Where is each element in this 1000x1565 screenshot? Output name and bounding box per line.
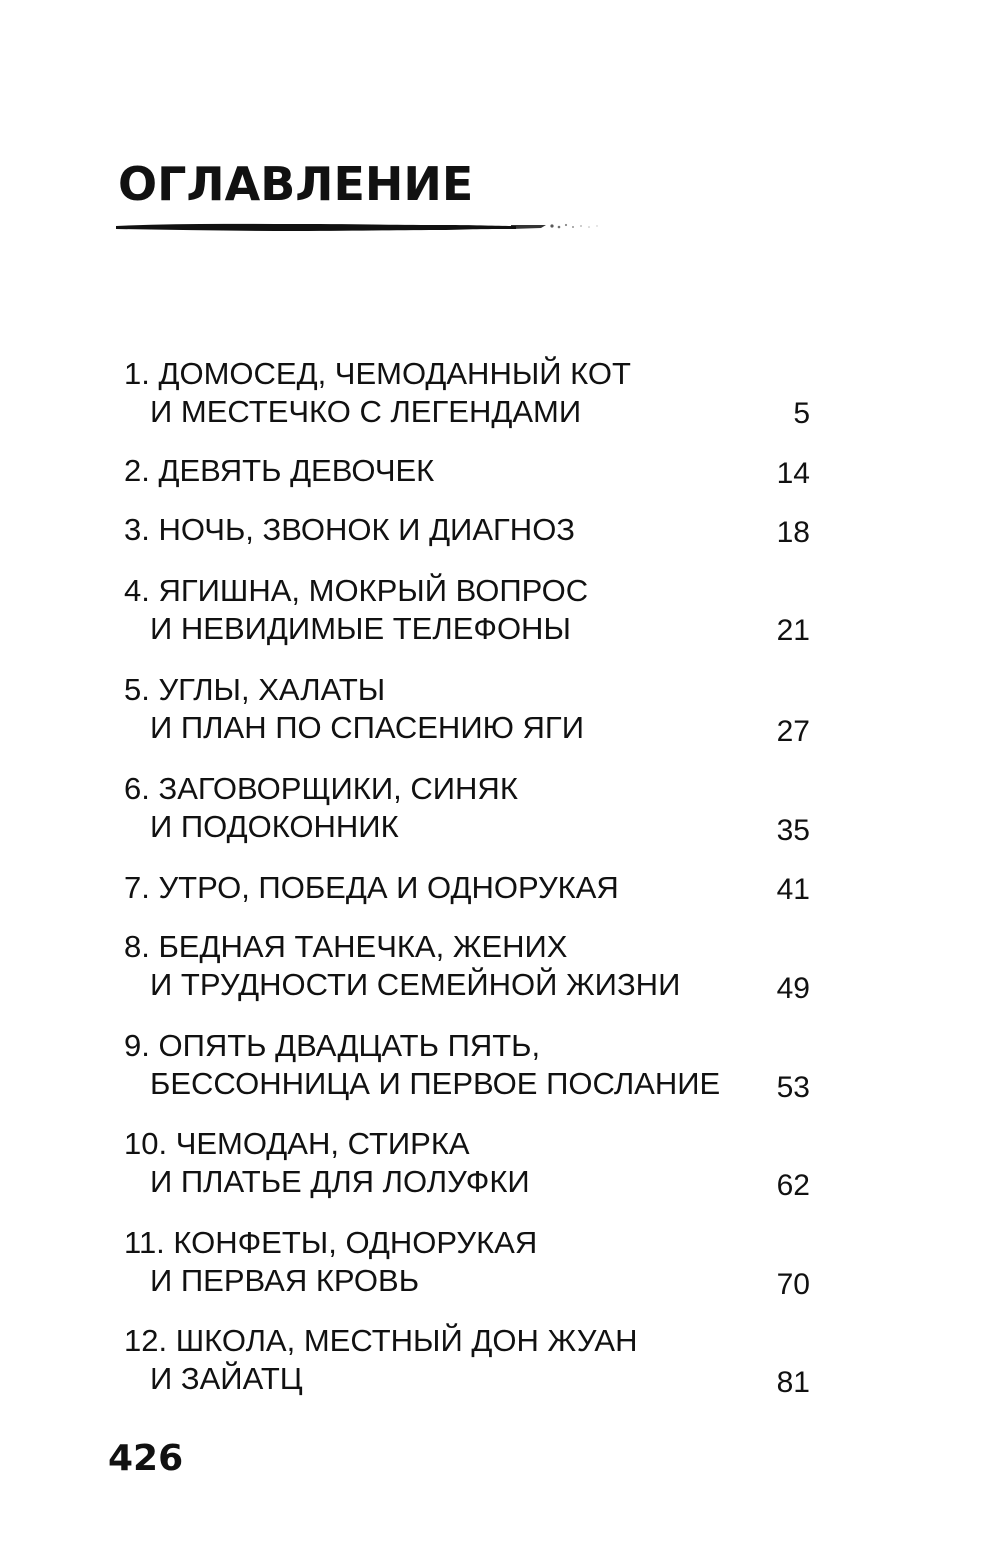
toc-entry-page-number: 27 xyxy=(776,715,810,748)
toc-entry-title xyxy=(124,1224,537,1300)
toc-entry-title-line: И ПОДОКОННИК xyxy=(150,809,399,844)
toc-entry-page-number: 41 xyxy=(776,873,810,906)
toc-entry-title-line: 9. ОПЯТЬ ДВАДЦАТЬ ПЯТЬ, xyxy=(124,1028,541,1063)
toc-entry-title-line: 7. УТРО, ПОБЕДА И ОДНОРУКАЯ xyxy=(124,870,619,905)
toc-entry-title xyxy=(124,770,518,846)
toc-entry-page-number: 49 xyxy=(776,972,810,1005)
brush-underline-divider xyxy=(116,218,606,234)
toc-entry-title-line: 4. ЯГИШНА, МОКРЫЙ ВОПРОС xyxy=(124,573,589,608)
toc-entry-page-number: 21 xyxy=(776,614,810,647)
toc-entry-title xyxy=(124,572,588,648)
toc-entry-title xyxy=(124,1027,720,1103)
toc-entry-title-line: 6. ЗАГОВОРЩИКИ, СИНЯК xyxy=(124,771,518,806)
toc-entry-title xyxy=(124,511,575,549)
toc-entry-title xyxy=(124,1322,637,1398)
toc-entry-title xyxy=(124,452,434,490)
toc-entry-title-line: И МЕСТЕЧКО С ЛЕГЕНДАМИ xyxy=(150,394,582,429)
toc-entry-title-line: 10. ЧЕМОДАН, СТИРКА xyxy=(124,1126,470,1161)
toc-entry-page-number: 5 xyxy=(793,397,810,430)
toc-entry-title-line: И НЕВИДИМЫЕ ТЕЛЕФОНЫ xyxy=(150,611,571,646)
toc-entry-title xyxy=(124,671,584,747)
toc-entry-title-line: БЕССОННИЦА И ПЕРВОЕ ПОСЛАНИЕ xyxy=(150,1066,721,1101)
toc-entry-title-line: И ПЕРВАЯ КРОВЬ xyxy=(150,1263,420,1298)
toc-entry-title-line: 1. ДОМОСЕД, ЧЕМОДАННЫЙ КОТ xyxy=(124,356,631,391)
toc-entry-title-line: И ЗАЙАТЦ xyxy=(150,1361,303,1396)
toc-entry-page-number: 53 xyxy=(776,1071,810,1104)
toc-entry-title xyxy=(124,1125,530,1201)
toc-entry-title-line: 12. ШКОЛА, МЕСТНЫЙ ДОН ЖУАН xyxy=(124,1323,638,1358)
toc-entry-title-line: 5. УГЛЫ, ХАЛАТЫ xyxy=(124,672,386,707)
toc-entry-page-number: 70 xyxy=(776,1268,810,1301)
toc-entry-title xyxy=(124,355,631,431)
toc-entry-title-line: 2. ДЕВЯТЬ ДЕВОЧЕК xyxy=(124,453,435,488)
toc-heading: ОГЛАВЛЕНИЕ xyxy=(118,157,474,211)
toc-entry-title-line: 11. КОНФЕТЫ, ОДНОРУКАЯ xyxy=(124,1225,538,1260)
toc-entry-title xyxy=(124,928,680,1004)
toc-entry-title-line: И ТРУДНОСТИ СЕМЕЙНОЙ ЖИЗНИ xyxy=(150,967,681,1002)
toc-entry-page-number: 14 xyxy=(776,457,810,490)
toc-entry-page-number: 62 xyxy=(776,1169,810,1202)
toc-entry-title xyxy=(124,869,619,907)
page-number: 426 xyxy=(108,1438,184,1479)
toc-entry-title-line: 3. НОЧЬ, ЗВОНОК И ДИАГНОЗ xyxy=(124,512,576,547)
toc-entry-page-number: 18 xyxy=(776,516,810,549)
toc-entry-title-line: И ПЛАТЬЕ ДЛЯ ЛОЛУФКИ xyxy=(150,1164,530,1199)
toc-entry-page-number: 81 xyxy=(776,1366,810,1399)
toc-entry-page-number: 35 xyxy=(776,814,810,847)
toc-entry-title-line: И ПЛАН ПО СПАСЕНИЮ ЯГИ xyxy=(150,710,584,745)
toc-entry-title-line: 8. БЕДНАЯ ТАНЕЧКА, ЖЕНИХ xyxy=(124,929,568,964)
